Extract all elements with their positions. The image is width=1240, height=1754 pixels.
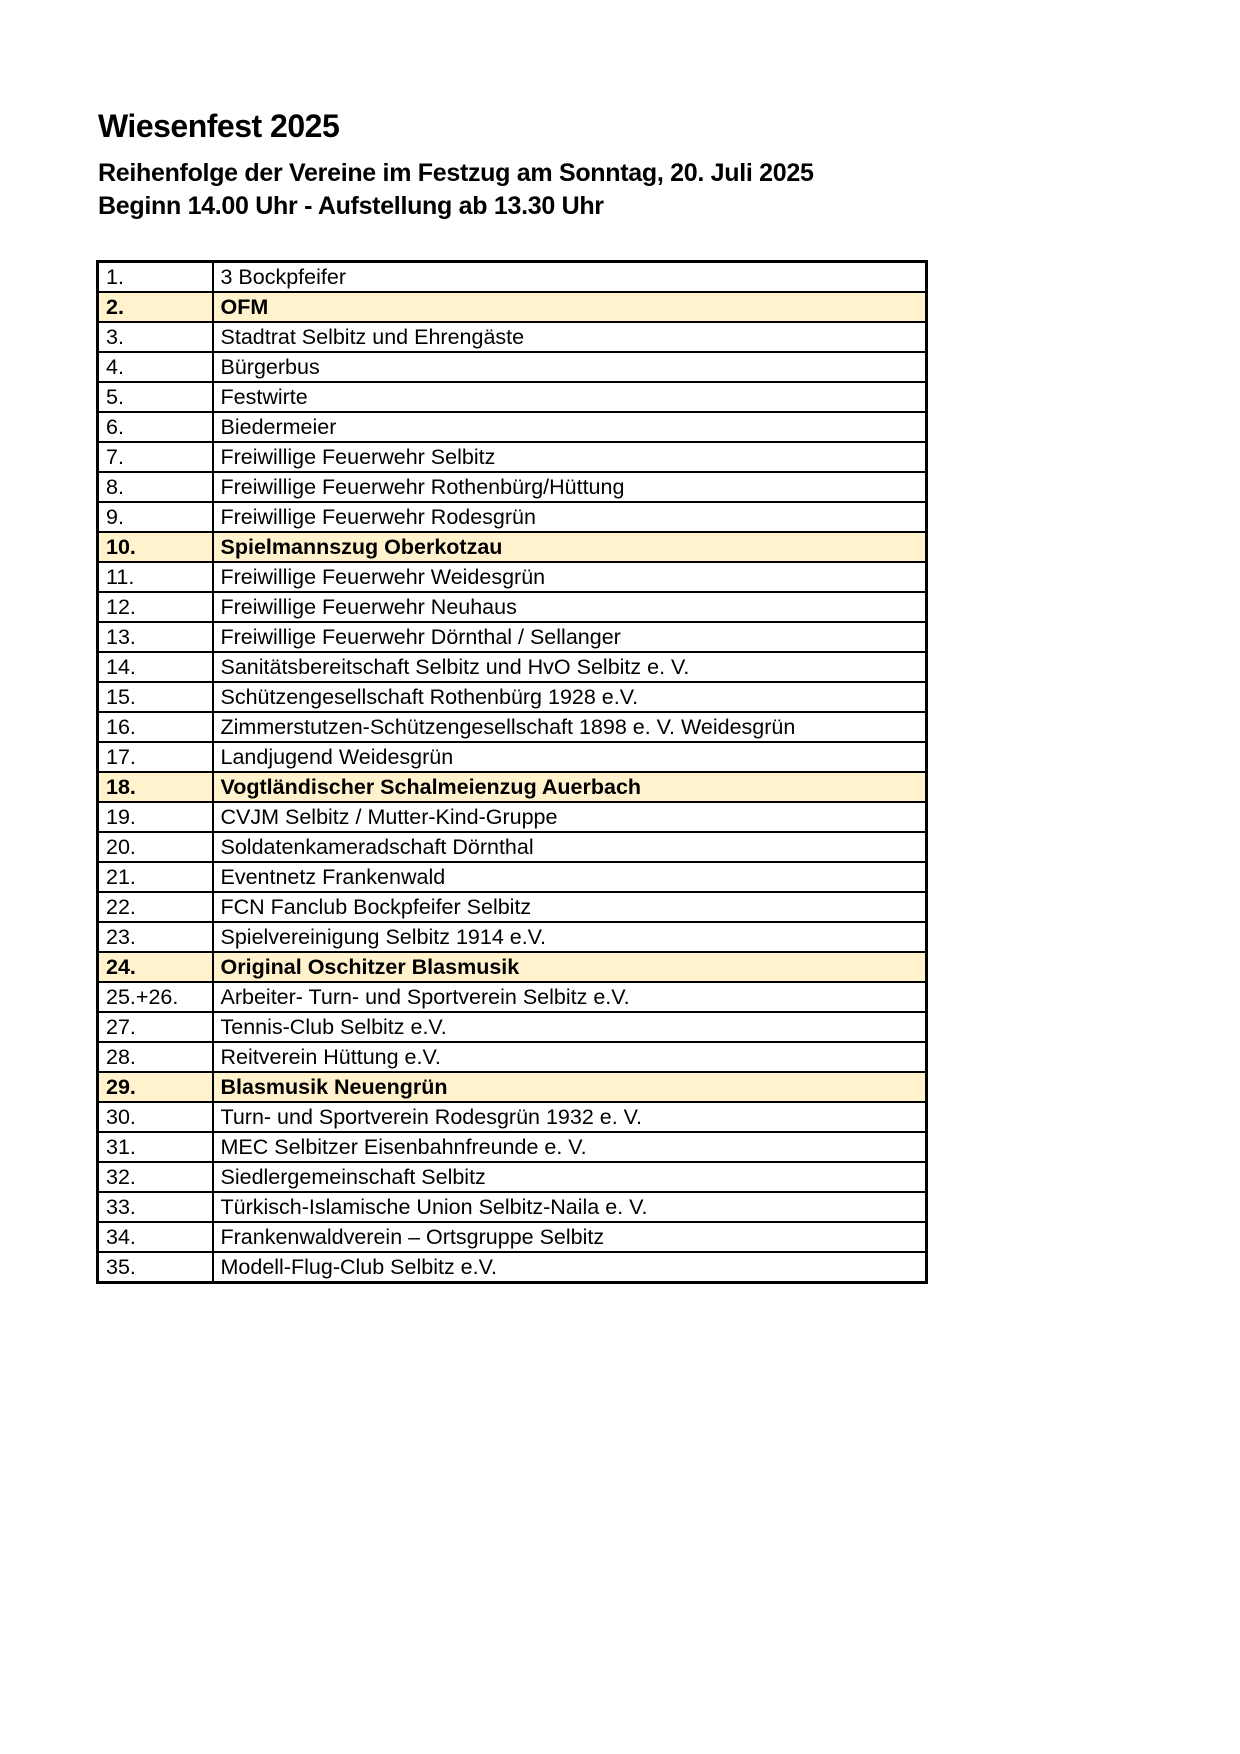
row-number-cell: 15. (98, 682, 213, 712)
row-number-cell: 27. (98, 1012, 213, 1042)
row-name-cell: Arbeiter- Turn- und Sportverein Selbitz e.V. (213, 982, 927, 1012)
table-row (98, 952, 927, 982)
row-number-cell: 35. (98, 1252, 213, 1283)
table-row (98, 502, 927, 532)
row-number-cell: 20. (98, 832, 213, 862)
row-name-cell: Original Oschitzer Blasmusik (213, 952, 927, 982)
table-row (98, 832, 927, 862)
parade-order-table (96, 260, 928, 1284)
table-row (98, 472, 927, 502)
table-row (98, 862, 927, 892)
page-title: Wiesenfest 2025 (98, 108, 340, 144)
row-name-cell: Soldatenkameradschaft Dörnthal (213, 832, 927, 862)
row-name-cell: Eventnetz Frankenwald (213, 862, 927, 892)
row-number-cell: 33. (98, 1192, 213, 1222)
row-number-cell: 7. (98, 442, 213, 472)
row-number-cell: 32. (98, 1162, 213, 1192)
table-row (98, 1072, 927, 1102)
row-number-cell: 12. (98, 592, 213, 622)
row-number-cell: 30. (98, 1102, 213, 1132)
row-name-cell: Turn- und Sportverein Rodesgrün 1932 e. V. (213, 1102, 927, 1132)
table-row (98, 1222, 927, 1252)
table-row (98, 622, 927, 652)
table-row (98, 1012, 927, 1042)
row-number-cell: 23. (98, 922, 213, 952)
row-number-cell: 24. (98, 952, 213, 982)
row-number-cell: 29. (98, 1072, 213, 1102)
table-row (98, 1102, 927, 1132)
row-name-cell: Bürgerbus (213, 352, 927, 382)
table-row (98, 442, 927, 472)
table-row (98, 292, 927, 322)
row-number-cell: 4. (98, 352, 213, 382)
row-number-cell: 16. (98, 712, 213, 742)
row-name-cell: Tennis-Club Selbitz e.V. (213, 1012, 927, 1042)
row-name-cell: Freiwillige Feuerwehr Dörnthal / Sellanger (213, 622, 927, 652)
row-number-cell: 10. (98, 532, 213, 562)
row-name-cell: Freiwillige Feuerwehr Rodesgrün (213, 502, 927, 532)
row-number-cell: 22. (98, 892, 213, 922)
row-name-cell: CVJM Selbitz / Mutter-Kind-Gruppe (213, 802, 927, 832)
table-row (98, 262, 927, 293)
table-row (98, 382, 927, 412)
row-name-cell: Freiwillige Feuerwehr Weidesgrün (213, 562, 927, 592)
row-name-cell: MEC Selbitzer Eisenbahnfreunde e. V. (213, 1132, 927, 1162)
row-number-cell: 8. (98, 472, 213, 502)
row-name-cell: Frankenwaldverein – Ortsgruppe Selbitz (213, 1222, 927, 1252)
table-row (98, 982, 927, 1012)
row-number-cell: 14. (98, 652, 213, 682)
row-name-cell: Siedlergemeinschaft Selbitz (213, 1162, 927, 1192)
table-row (98, 1192, 927, 1222)
table-row (98, 352, 927, 382)
row-name-cell: Freiwillige Feuerwehr Selbitz (213, 442, 927, 472)
row-number-cell: 28. (98, 1042, 213, 1072)
subtitle-start-time: Beginn 14.00 Uhr - Aufstellung ab 13.30 Uhr (98, 192, 604, 220)
row-name-cell: Sanitätsbereitschaft Selbitz und HvO Selbitz e. V. (213, 652, 927, 682)
table-row (98, 682, 927, 712)
row-number-cell: 6. (98, 412, 213, 442)
table-row (98, 922, 927, 952)
row-name-cell: Stadtrat Selbitz und Ehrengäste (213, 322, 927, 352)
row-name-cell: Spielmannszug Oberkotzau (213, 532, 927, 562)
row-number-cell: 18. (98, 772, 213, 802)
row-name-cell: Freiwillige Feuerwehr Rothenbürg/Hüttung (213, 472, 927, 502)
row-number-cell: 2. (98, 292, 213, 322)
row-number-cell: 34. (98, 1222, 213, 1252)
row-number-cell: 11. (98, 562, 213, 592)
row-number-cell: 9. (98, 502, 213, 532)
table-row (98, 712, 927, 742)
table-row (98, 592, 927, 622)
table-row (98, 772, 927, 802)
row-number-cell: 1. (98, 262, 213, 293)
row-number-cell: 19. (98, 802, 213, 832)
table-row (98, 322, 927, 352)
table-row (98, 1042, 927, 1072)
row-number-cell: 31. (98, 1132, 213, 1162)
row-name-cell: Biedermeier (213, 412, 927, 442)
row-name-cell: 3 Bockpfeifer (213, 262, 927, 293)
row-number-cell: 5. (98, 382, 213, 412)
row-number-cell: 17. (98, 742, 213, 772)
row-number-cell: 25.+26. (98, 982, 213, 1012)
row-name-cell: Freiwillige Feuerwehr Neuhaus (213, 592, 927, 622)
table-row (98, 532, 927, 562)
table-row (98, 562, 927, 592)
row-number-cell: 3. (98, 322, 213, 352)
row-name-cell: Türkisch-Islamische Union Selbitz-Naila e. V. (213, 1192, 927, 1222)
row-name-cell: Schützengesellschaft Rothenbürg 1928 e.V. (213, 682, 927, 712)
row-name-cell: OFM (213, 292, 927, 322)
table-row (98, 652, 927, 682)
document-header (98, 108, 814, 223)
subtitle-parade-order: Reihenfolge der Vereine im Festzug am Sonntag, 20. Juli 2025 (98, 159, 814, 187)
table-row (98, 1252, 927, 1283)
row-name-cell: Landjugend Weidesgrün (213, 742, 927, 772)
row-number-cell: 13. (98, 622, 213, 652)
table-row (98, 802, 927, 832)
table-row (98, 1132, 927, 1162)
row-name-cell: Spielvereinigung Selbitz 1914 e.V. (213, 922, 927, 952)
table-row (98, 742, 927, 772)
row-name-cell: Reitverein Hüttung e.V. (213, 1042, 927, 1072)
row-name-cell: Zimmerstutzen-Schützengesellschaft 1898 e. V. Weidesgrün (213, 712, 927, 742)
row-name-cell: Vogtländischer Schalmeienzug Auerbach (213, 772, 927, 802)
row-name-cell: FCN Fanclub Bockpfeifer Selbitz (213, 892, 927, 922)
row-name-cell: Blasmusik Neuengrün (213, 1072, 927, 1102)
row-name-cell: Modell-Flug-Club Selbitz e.V. (213, 1252, 927, 1283)
table-row (98, 412, 927, 442)
row-number-cell: 21. (98, 862, 213, 892)
table-row (98, 892, 927, 922)
table-row (98, 1162, 927, 1192)
row-name-cell: Festwirte (213, 382, 927, 412)
